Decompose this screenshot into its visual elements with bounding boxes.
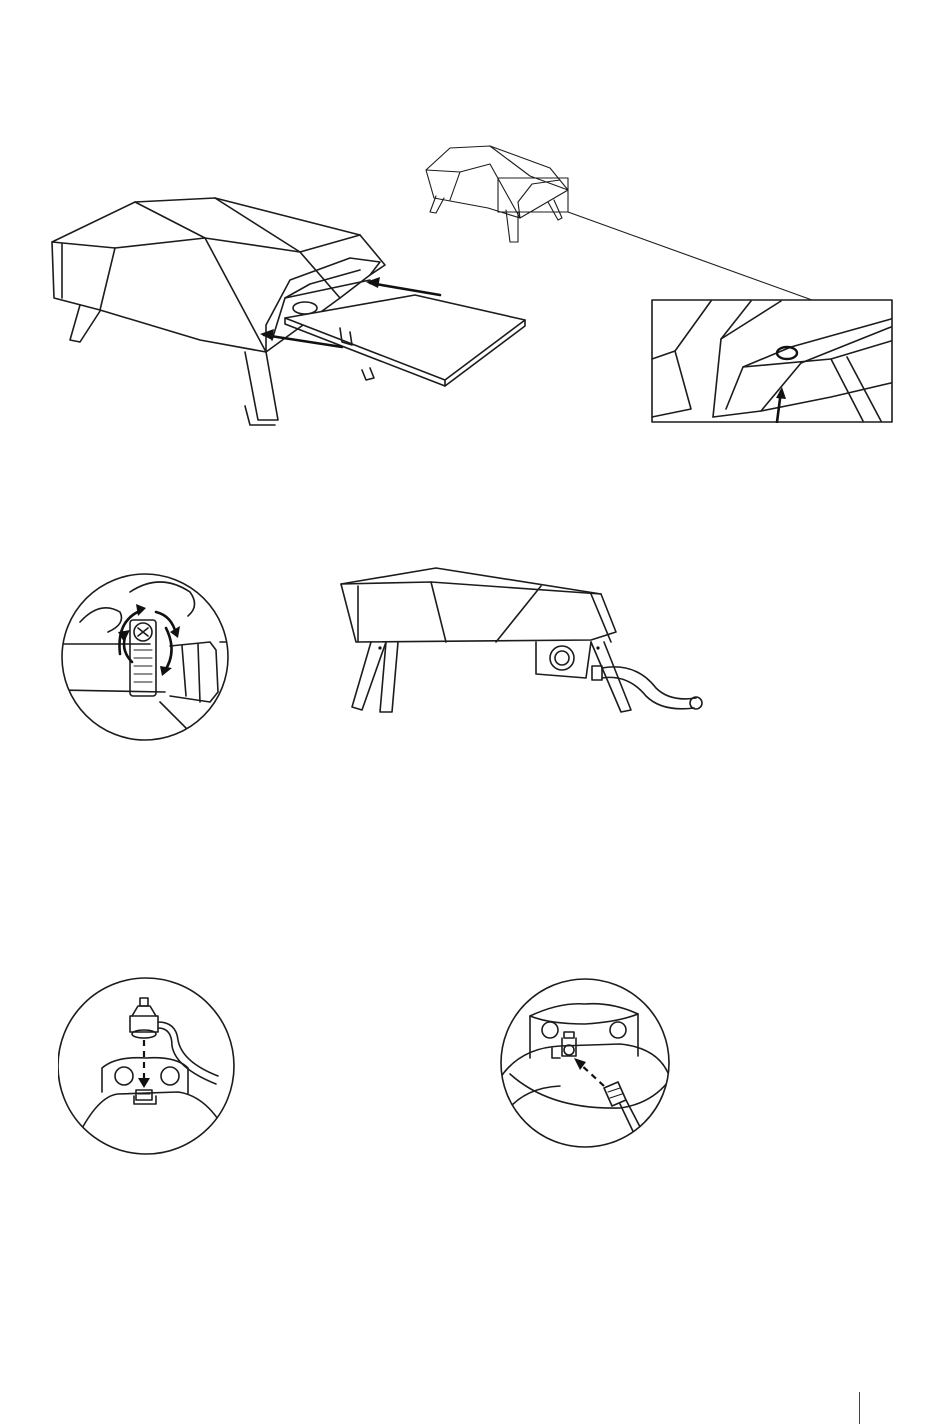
oven-burner-detail-icon	[651, 299, 893, 423]
page-edge-rule	[859, 1392, 860, 1424]
hose-clamp-tighten-icon	[60, 572, 230, 742]
hose-to-cylinder-valve-icon	[500, 978, 670, 1148]
pizza-oven-side-view-icon	[336, 562, 706, 722]
regulator-to-cylinder-icon	[58, 976, 238, 1156]
pizza-oven-small-icon	[420, 140, 580, 250]
